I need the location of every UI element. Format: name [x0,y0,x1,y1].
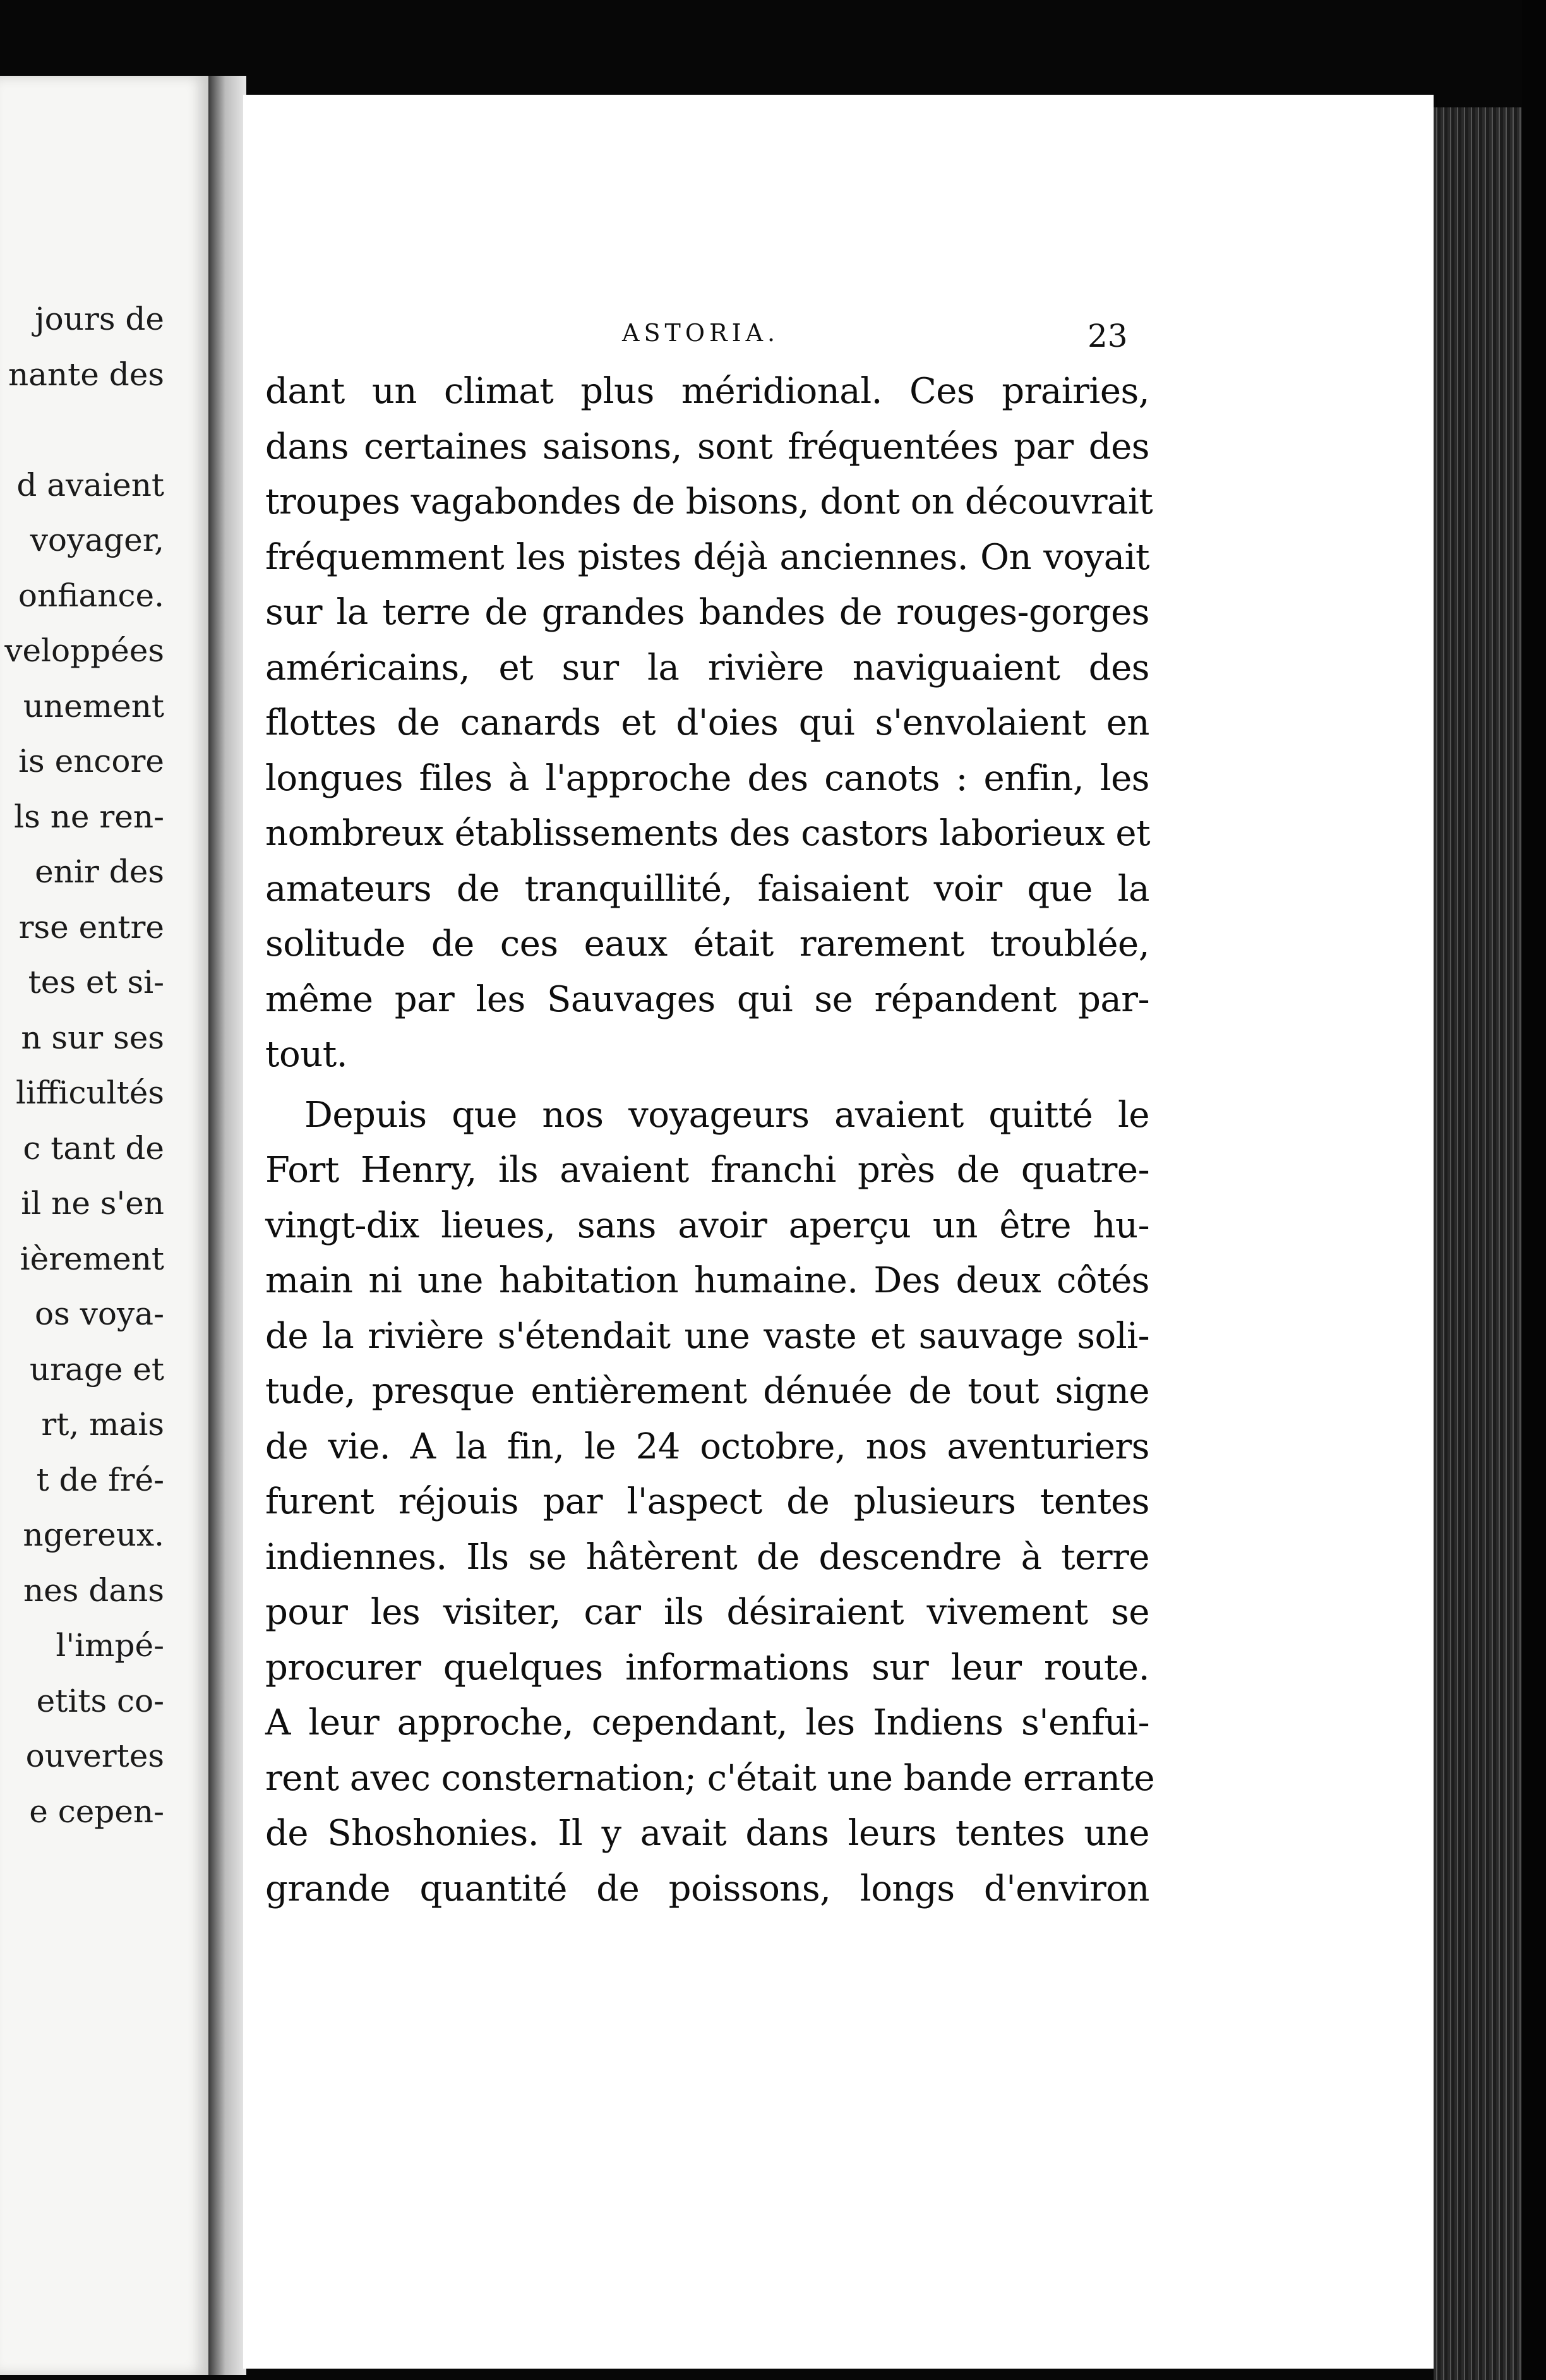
text-line: indiennes. Ils se hâtèrent de descendre à terre [265,1536,1149,1578]
left-page-line: ls ne ren- [14,798,164,835]
left-page-line: t de fré- [36,1461,164,1498]
text-line: grande quantité de poissons, longs d'environ [265,1868,1149,1909]
text-line: américains, et sur la rivière naviguaient des [265,647,1149,688]
text-line: amateurs de tranquillité, faisaient voir que la [265,868,1149,910]
text-line: vingt-dix lieues, sans avoir aperçu un être hu- [265,1205,1149,1246]
left-page-line: e cepen- [29,1793,164,1830]
left-page-line: n sur ses [21,1019,164,1056]
text-line: pour les visiter, car ils désiraient vivement se [265,1592,1149,1633]
text-line: solitude de ces eaux était rarement troublée, [265,923,1149,965]
text-line: Depuis que nos voyageurs avaient quitté le [304,1094,1149,1136]
left-page-line: onfiance. [18,577,164,614]
text-line: de Shoshonies. Il y avait dans leurs tentes une [265,1813,1149,1854]
page-edges [1434,107,1522,2380]
left-page-line: os voya- [35,1295,164,1332]
left-page-line: voyager, [30,522,164,558]
text-line: de la rivière s'étendait une vaste et sauvage soli- [265,1315,1149,1357]
running-head: ASTORIA. [622,319,780,347]
text-line: flottes de canards et d'oies qui s'envolaient en [265,702,1149,743]
text-line: dans certaines saisons, sont fréquentées par des [265,426,1149,467]
left-page-line: lifficultés [15,1074,164,1111]
text-line: fréquemment les pistes déjà anciennes. On voyait [265,536,1149,578]
left-page-line: jours de [35,301,164,337]
left-page-line: ngereux. [23,1517,164,1553]
left-page-line: ouvertes [25,1738,164,1774]
text-line: de vie. A la fin, le 24 octobre, nos aventuriers [265,1426,1149,1467]
left-page-line: d avaient [16,466,164,503]
text-line: tout. [265,1034,348,1075]
left-page-line: il ne s'en [21,1185,164,1222]
text-line: main ni une habitation humaine. Des deux côtés [265,1260,1149,1301]
left-page-line: veloppées [4,632,164,669]
page-number: 23 [1088,318,1128,354]
left-page-line: enir des [35,853,164,890]
left-page-line: rse entre [18,908,164,946]
scan-border [1522,0,1546,2380]
text-line: dant un climat plus méridional. Ces prairies, [265,371,1149,412]
left-page-line: etits co- [36,1682,164,1719]
left-page-line: nes dans [23,1572,164,1609]
text-line: même par les Sauvages qui se répandent par- [265,978,1149,1020]
left-page-line: c tant de [23,1129,164,1167]
text-line: rent avec consternation; c'était une bande errante [265,1757,1155,1799]
text-line: procurer quelques informations sur leur route. [265,1647,1149,1688]
left-page-line: nante des [8,356,164,393]
left-page-line: rt, mais [41,1406,164,1443]
text-line: sur la terre de grandes bandes de rouges-gorges [265,592,1149,633]
left-page-line: ièrement [20,1240,164,1277]
text-line: tude, presque entièrement dénuée de tout signe [265,1371,1149,1412]
text-line: furent réjouis par l'aspect de plusieurs tentes [265,1481,1149,1522]
text-line: Fort Henry, ils avaient franchi près de quatre- [265,1150,1149,1191]
left-page-line: unement [23,687,164,724]
text-line: troupes vagabondes de bisons, dont on découvrait [265,481,1153,522]
text-line: nombreux établissements des castors laborieux et [265,813,1151,854]
left-page-line: is encore [18,743,164,779]
book-gutter [208,76,246,2375]
left-page-line: l'impé- [56,1627,164,1664]
left-page-line: urage et [29,1350,164,1388]
text-line: longues files à l'approche des canots : enfin, les [265,757,1149,799]
left-page-line: tes et si- [28,964,164,1001]
text-line: A leur approche, cependant, les Indiens s'enfui- [265,1702,1149,1743]
left-page [0,76,208,2375]
